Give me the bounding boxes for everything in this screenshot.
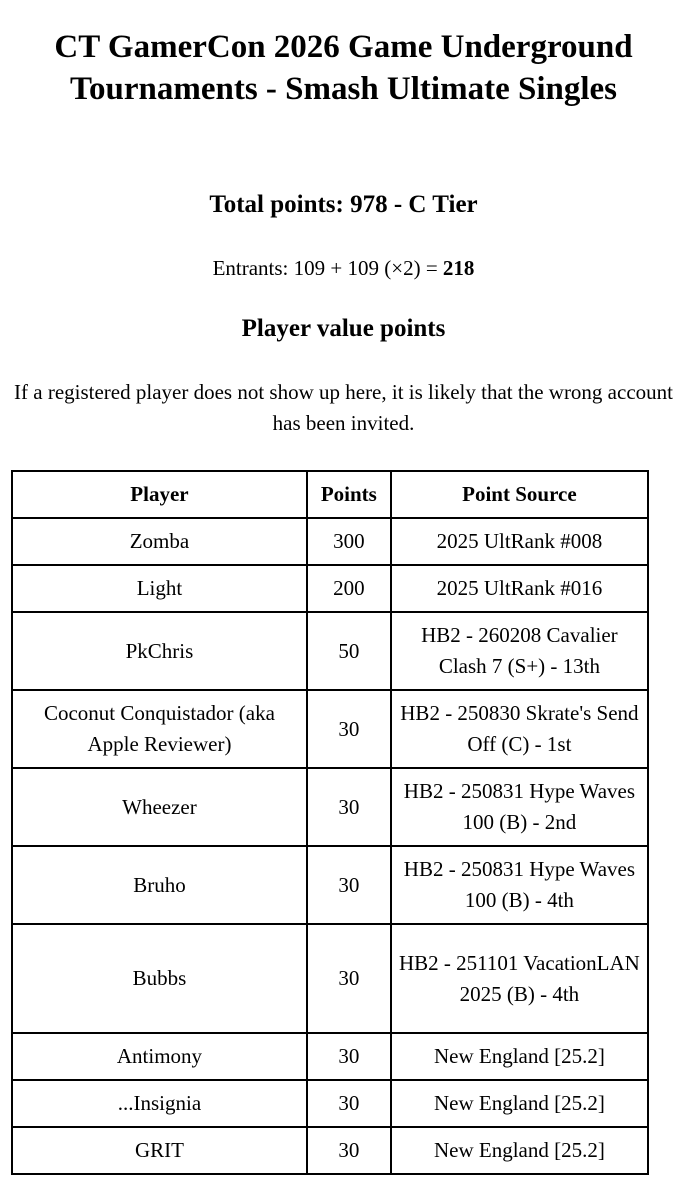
player-points-table [11, 470, 649, 1175]
section-heading: Player value points [241, 315, 446, 342]
player-name: Bubbs [12, 924, 307, 1033]
table-row [12, 1127, 648, 1174]
header-point-source: Point Source [391, 471, 648, 518]
player-name: ...Insignia [12, 1080, 307, 1127]
table-row [12, 768, 648, 846]
table-header-row [12, 471, 648, 518]
player-name: Zomba [12, 518, 307, 565]
table-row [12, 846, 648, 924]
point-source: HB2 - 250830 Skrate's Send Off (C) - 1st [391, 690, 648, 768]
player-points: 30 [307, 924, 391, 1033]
total-points: Total points: 978 - C Tier [209, 191, 478, 218]
player-points: 300 [307, 518, 391, 565]
point-source: 2025 UltRank #008 [391, 518, 648, 565]
entrants-total: 218 [442, 256, 475, 280]
player-points: 30 [307, 1033, 391, 1080]
point-source: 2025 UltRank #016 [391, 565, 648, 612]
point-source: New England [25.2] [391, 1080, 648, 1127]
player-points: 30 [307, 846, 391, 924]
player-name: GRIT [12, 1127, 307, 1174]
player-name: Wheezer [12, 768, 307, 846]
player-points: 30 [307, 1080, 391, 1127]
player-points: 30 [307, 1127, 391, 1174]
player-points: 30 [307, 690, 391, 768]
header-points: Points [307, 471, 391, 518]
entrants-formula: Entrants: 109 + 109 (×2) = [212, 256, 443, 280]
point-source: HB2 - 250831 Hype Waves 100 (B) - 4th [391, 846, 648, 924]
player-name: PkChris [12, 612, 307, 690]
page-title: CT GamerCon 2026 Game Underground Tournaments - Smash Ultimate Singles [54, 29, 633, 107]
player-name: Antimony [12, 1033, 307, 1080]
player-points: 30 [307, 768, 391, 846]
player-points: 50 [307, 612, 391, 690]
table-row [12, 690, 648, 768]
player-points: 200 [307, 565, 391, 612]
table-row [12, 1033, 648, 1080]
table-row [12, 518, 648, 565]
player-name: Coconut Conquistador (aka Apple Reviewer) [12, 690, 307, 768]
header-player: Player [12, 471, 307, 518]
table-row [12, 924, 648, 1033]
table-row [12, 612, 648, 690]
point-source: New England [25.2] [391, 1033, 648, 1080]
point-source: New England [25.2] [391, 1127, 648, 1174]
entrants-line [0, 254, 687, 282]
point-source: HB2 - 260208 Cavalier Clash 7 (S+) - 13th [391, 612, 648, 690]
table-row [12, 565, 648, 612]
table-row [12, 1080, 648, 1127]
player-name: Light [12, 565, 307, 612]
point-source: HB2 - 251101 VacationLAN 2025 (B) - 4th [391, 924, 648, 1033]
point-source: HB2 - 250831 Hype Waves 100 (B) - 2nd [391, 768, 648, 846]
player-name: Bruho [12, 846, 307, 924]
registration-note: If a registered player does not show up here, it is likely that the wrong account has been invited. [14, 380, 673, 435]
